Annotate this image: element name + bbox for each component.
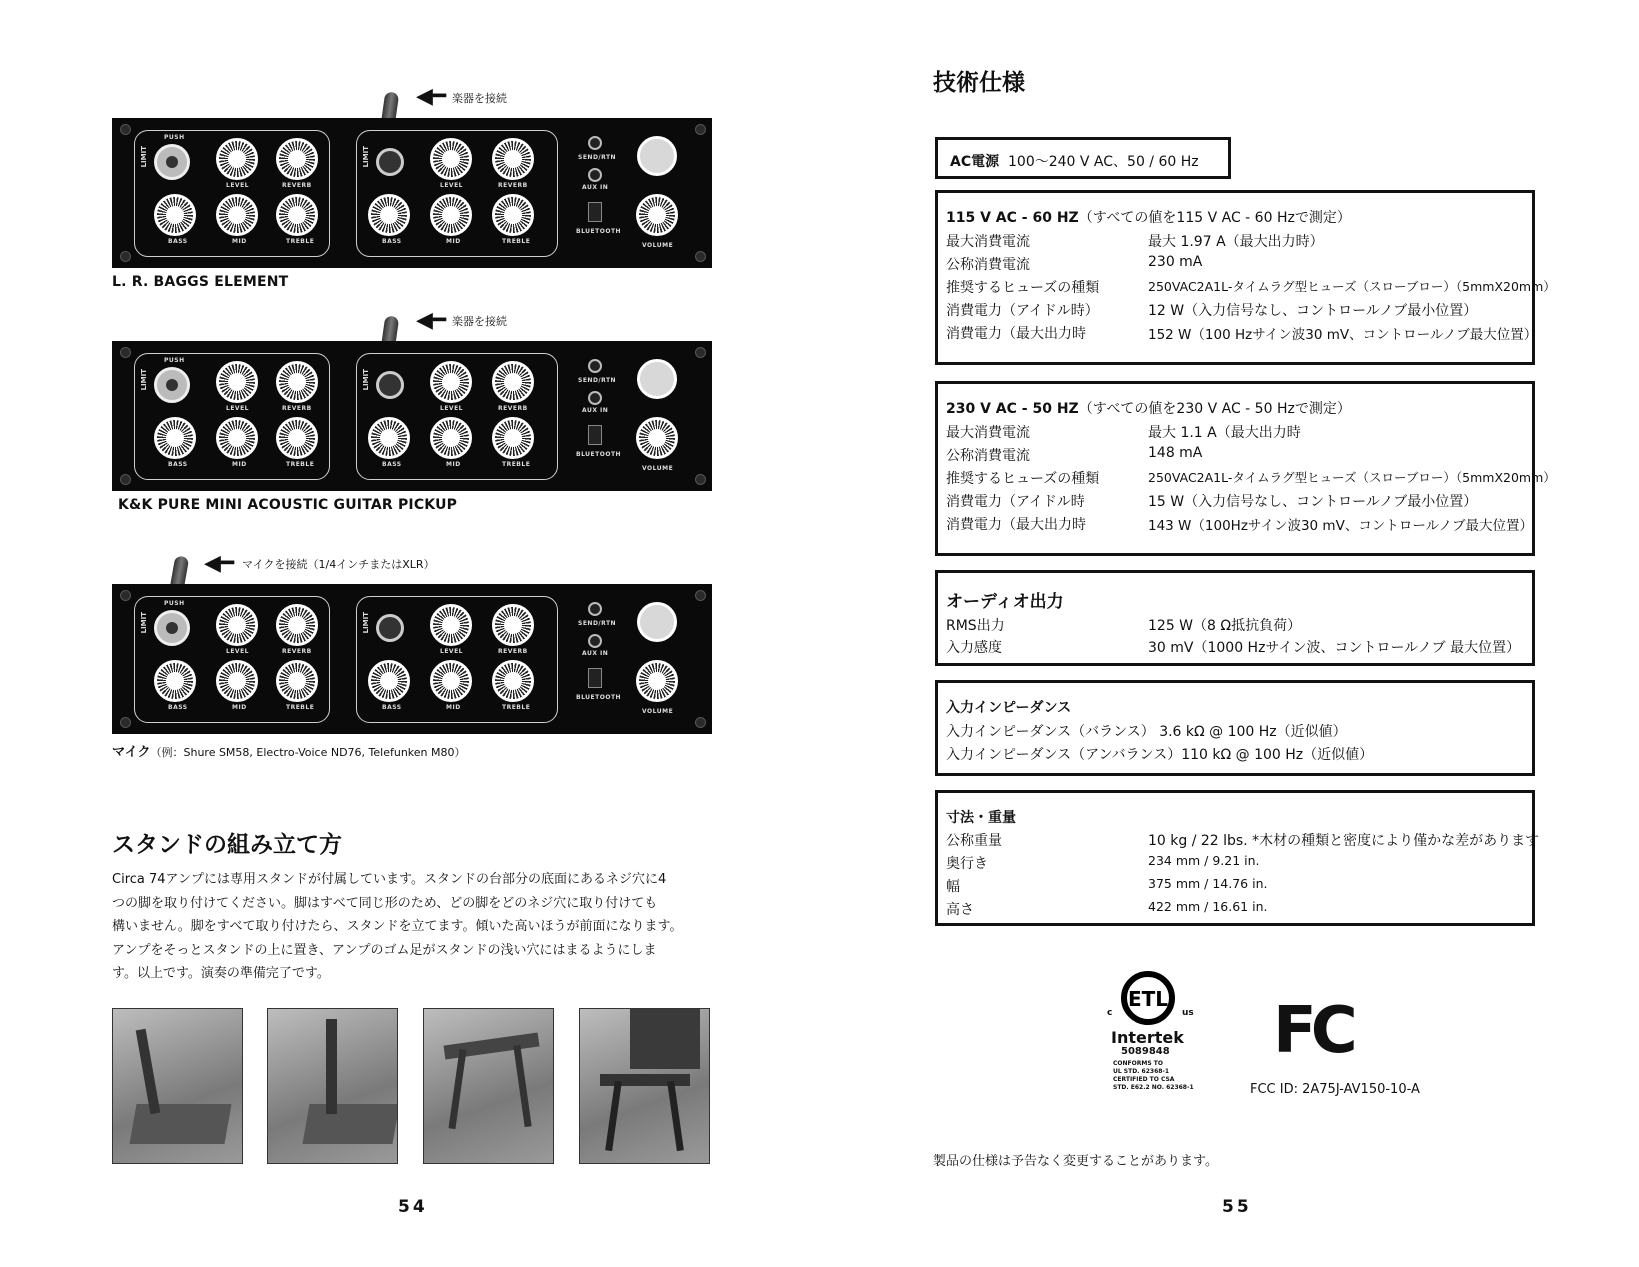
mid-label-2: MID [446, 704, 461, 711]
spec-value: 125 W（8 Ω抵抗負荷） [1148, 618, 1302, 634]
mid-knob-2[interactable] [430, 194, 472, 236]
send-label: SEND/RTN [578, 377, 617, 384]
impedance-title: 入力インピーダンス [946, 700, 1072, 716]
spec-key: 公称消費電流 [946, 448, 1030, 464]
dimensions-box [935, 790, 1540, 926]
mid-knob[interactable] [216, 194, 258, 236]
send-label: SEND/RTN [578, 154, 617, 161]
etl-line: CONFORMS TO [1113, 1060, 1163, 1067]
impedance-row: 入力インピーダンス（アンバランス）110 kΩ @ 100 Hz（近似値） [946, 747, 1374, 763]
spec-key: 公称重量 [946, 833, 1002, 849]
etl-line: UL STD. 62368-1 [1113, 1068, 1170, 1075]
limit-label: LIMIT [140, 146, 148, 168]
level-knob-2[interactable] [430, 361, 472, 403]
ac-label: AC電源 [950, 154, 1000, 170]
panel1-callout: 楽器を接続 [452, 92, 507, 105]
volume-label: VOLUME [642, 465, 674, 472]
spec-value: 250VAC2A1L-タイムラグ型ヒューズ（スローブロー）（5mmX20mm） [1148, 279, 1556, 294]
spec-value: 10 kg / 22 lbs. *木材の種類と密度により僅かな差があります [1148, 833, 1540, 849]
amp-panel-3 [112, 584, 712, 734]
push-label: PUSH [164, 134, 185, 141]
level-knob-2[interactable] [430, 604, 472, 646]
amp-panel-1 [112, 118, 712, 268]
treble-label-2: TREBLE [502, 238, 531, 245]
bass-label: BASS [168, 461, 188, 468]
treble-knob[interactable] [276, 417, 318, 459]
quarter-inch-jack[interactable] [376, 614, 404, 642]
spec-key: 最大消費電流 [946, 234, 1030, 250]
bass-knob-2[interactable] [368, 660, 410, 702]
treble-label: TREBLE [286, 704, 315, 711]
spec-value: 最大 1.1 A（最大出力時 [1148, 425, 1301, 441]
panel3-caption [112, 741, 466, 760]
bluetooth-label: BLUETOOTH [576, 694, 622, 701]
svg-text:ETL: ETL [1127, 987, 1169, 1011]
stand-photo-2 [267, 1008, 398, 1164]
bass-label: BASS [168, 704, 188, 711]
panel3-caption-bold: マイク [112, 745, 151, 760]
level-knob-2[interactable] [430, 138, 472, 180]
arrow-left-icon: ◀━ [416, 308, 447, 333]
xlr-combo-jack[interactable] [154, 367, 190, 403]
bass-knob[interactable] [154, 417, 196, 459]
spec-key: 推奨するヒューズの種類 [946, 280, 1100, 296]
spec-key: 公称消費電流 [946, 257, 1030, 273]
mid-label: MID [232, 238, 247, 245]
etl-logo-icon [1113, 970, 1183, 1030]
bluetooth-button[interactable] [588, 425, 602, 445]
xlr-combo-jack[interactable] [154, 610, 190, 646]
send-return-jack[interactable] [588, 602, 602, 616]
bass-label-2: BASS [382, 704, 402, 711]
treble-label: TREBLE [286, 461, 315, 468]
spec115-head-note: （すべての値を115 V AC - 60 Hzで測定） [1078, 210, 1351, 226]
reverb-label: REVERB [282, 405, 312, 412]
stand-title: スタンドの組み立て方 [112, 832, 342, 858]
volume-knob[interactable] [636, 660, 678, 702]
stand-photo-3 [423, 1008, 554, 1164]
reverb-label-2: REVERB [498, 648, 528, 655]
mid-knob-2[interactable] [430, 660, 472, 702]
power-lamp [637, 136, 677, 176]
audio-title: オーディオ出力 [946, 592, 1064, 612]
quarter-inch-jack[interactable] [376, 371, 404, 399]
fcc-id: FCC ID: 2A75J-AV150-10-A [1250, 1082, 1420, 1097]
treble-knob-2[interactable] [492, 417, 534, 459]
spec-value: 12 W（入力信号なし、コントロールノブ最小位置） [1148, 303, 1478, 319]
panel3-callout: マイクを接続（1/4インチまたはXLR） [242, 558, 435, 571]
reverb-knob[interactable] [276, 604, 318, 646]
spec-value: 250VAC2A1L-タイムラグ型ヒューズ（スローブロー）（5mmX20mm） [1148, 470, 1556, 485]
spec-value: 30 mV（1000 Hzサイン波、コントロールノブ 最大位置） [1148, 640, 1521, 656]
aux-in-jack[interactable] [588, 391, 602, 405]
panel3-caption-rest: （例：Shure SM58, Electro-Voice ND76, Telefunken M80） [150, 746, 466, 759]
bluetooth-button[interactable] [588, 202, 602, 222]
treble-knob-2[interactable] [492, 660, 534, 702]
power-lamp [637, 602, 677, 642]
send-label: SEND/RTN [578, 620, 617, 627]
spec-value: 375 mm / 14.76 in. [1148, 876, 1268, 891]
spec-115v-box [935, 190, 1556, 365]
mid-knob[interactable] [216, 660, 258, 702]
bass-knob-2[interactable] [368, 194, 410, 236]
etl-us: us [1182, 1008, 1194, 1018]
spec-change-note: 製品の仕様は予告なく変更することがあります。 [933, 1154, 1218, 1169]
spec-value: 230 mA [1148, 254, 1203, 270]
bass-knob[interactable] [154, 194, 196, 236]
aux-label: AUX IN [582, 650, 609, 657]
treble-label: TREBLE [286, 238, 315, 245]
panel1-caption: L. R. BAGGS ELEMENT [112, 274, 289, 290]
fcc-logo: FC [1273, 994, 1352, 1068]
spec-title: 技術仕様 [933, 70, 1025, 96]
aux-label: AUX IN [582, 407, 609, 414]
spec-value: 148 mA [1148, 445, 1203, 461]
etl-c: c [1107, 1008, 1113, 1018]
audio-output-box [935, 570, 1535, 666]
power-lamp [637, 359, 677, 399]
limit-label-2: LIMIT [362, 369, 370, 391]
level-label: LEVEL [226, 648, 249, 655]
reverb-knob-2[interactable] [492, 361, 534, 403]
level-label-2: LEVEL [440, 182, 463, 189]
reverb-knob-2[interactable] [492, 138, 534, 180]
page-number-left: 54 [398, 1197, 428, 1217]
bluetooth-button[interactable] [588, 668, 602, 688]
reverb-label-2: REVERB [498, 405, 528, 412]
bass-knob-2[interactable] [368, 417, 410, 459]
send-return-jack[interactable] [588, 359, 602, 373]
arrow-left-icon: ◀━ [416, 84, 447, 109]
stand-photo-4 [579, 1008, 710, 1164]
page-number-right: 55 [1222, 1197, 1252, 1217]
reverb-label: REVERB [282, 648, 312, 655]
treble-label-2: TREBLE [502, 461, 531, 468]
spec-value: 234 mm / 9.21 in. [1148, 853, 1260, 868]
level-knob[interactable] [216, 604, 258, 646]
quarter-inch-jack[interactable] [376, 148, 404, 176]
level-label: LEVEL [226, 182, 249, 189]
panel2-callout: 楽器を接続 [452, 315, 507, 328]
spec-key: 高さ [946, 902, 974, 918]
spec-key: RMS出力 [946, 618, 1005, 634]
spec-key: 消費電力（最大出力時 [946, 326, 1086, 342]
stand-body [112, 868, 712, 986]
bass-label-2: BASS [382, 461, 402, 468]
bass-label-2: BASS [382, 238, 402, 245]
volume-label: VOLUME [642, 242, 674, 249]
aux-in-jack[interactable] [588, 168, 602, 182]
aux-in-jack[interactable] [588, 634, 602, 648]
spec-key: 入力感度 [946, 640, 1002, 656]
stand-body-line: Circa 74アンプには専用スタンドが付属しています。スタンドの台部分の底面にあるネジ穴に4 [112, 872, 667, 887]
stand-photo-1 [112, 1008, 243, 1164]
bass-label: BASS [168, 238, 188, 245]
spec-230v-box [935, 381, 1556, 556]
mid-knob[interactable] [216, 417, 258, 459]
reverb-label-2: REVERB [498, 182, 528, 189]
spec-key: 推奨するヒューズの種類 [946, 471, 1100, 487]
mid-label-2: MID [446, 461, 461, 468]
reverb-label: REVERB [282, 182, 312, 189]
level-label-2: LEVEL [440, 648, 463, 655]
bluetooth-label: BLUETOOTH [576, 228, 622, 235]
spec230-head-note: （すべての値を230 V AC - 50 Hzで測定） [1078, 401, 1351, 417]
impedance-box [935, 680, 1535, 776]
bass-knob[interactable] [154, 660, 196, 702]
stand-body-line: アンプをそっとスタンドの上に置き、アンプのゴム足がスタンドの浅い穴にはまるようにしま [112, 942, 657, 958]
spec230-head: 230 V AC - 50 HZ [946, 401, 1079, 417]
spec-key: 最大消費電流 [946, 425, 1030, 441]
level-knob[interactable] [216, 138, 258, 180]
treble-knob-2[interactable] [492, 194, 534, 236]
volume-knob[interactable] [636, 417, 678, 459]
spec-key: 消費電力（最大出力時 [946, 517, 1086, 533]
spec-value: 15 W（入力信号なし、コントロールノブ最小位置） [1148, 494, 1478, 510]
arrow-left-icon: ◀━ [204, 551, 235, 576]
push-label: PUSH [164, 600, 185, 607]
mid-knob-2[interactable] [430, 417, 472, 459]
ac-value: 100〜240 V AC、50 / 60 Hz [1008, 154, 1199, 170]
limit-label-2: LIMIT [362, 146, 370, 168]
push-label: PUSH [164, 357, 185, 364]
send-return-jack[interactable] [588, 136, 602, 150]
spec-key: 奥行き [946, 856, 988, 872]
stand-body-line: す。以上です。演奏の準備完了です。 [112, 966, 330, 982]
xlr-combo-jack[interactable] [154, 144, 190, 180]
etl-line: STD. E62.2 NO. 62368-1 [1113, 1084, 1194, 1091]
spec115-head: 115 V AC - 60 HZ [946, 210, 1079, 226]
reverb-knob-2[interactable] [492, 604, 534, 646]
level-knob[interactable] [216, 361, 258, 403]
limit-label: LIMIT [140, 369, 148, 391]
aux-label: AUX IN [582, 184, 609, 191]
amp-panel-2 [112, 341, 712, 491]
etl-listed-mark [1095, 970, 1205, 1100]
reverb-knob[interactable] [276, 361, 318, 403]
treble-knob[interactable] [276, 660, 318, 702]
ac-power-box [935, 137, 1231, 179]
level-label-2: LEVEL [440, 405, 463, 412]
spec-value: 152 W（100 Hzサイン波30 mV、コントロールノブ最大位置） [1148, 327, 1538, 343]
etl-line: CERTIFIED TO CSA [1113, 1076, 1175, 1083]
level-label: LEVEL [226, 405, 249, 412]
spec-key: 消費電力（アイドル時） [946, 303, 1099, 319]
etl-number: 5089848 [1121, 1046, 1170, 1057]
panel2-caption: K&K PURE MINI ACOUSTIC GUITAR PICKUP [118, 497, 458, 513]
mid-label-2: MID [446, 238, 461, 245]
stand-body-line: つの脚を取り付けてください。脚はすべて同じ形のため、どの脚をどのネジ穴に取り付けても [112, 895, 658, 911]
spec-value: 422 mm / 16.61 in. [1148, 899, 1268, 914]
bluetooth-label: BLUETOOTH [576, 451, 622, 458]
impedance-row: 入力インピーダンス（バランス） 3.6 kΩ @ 100 Hz（近似値） [946, 724, 1347, 740]
spec-value: 最大 1.97 A（最大出力時） [1148, 234, 1324, 250]
limit-label: LIMIT [140, 612, 148, 634]
spec-key: 幅 [946, 879, 960, 895]
mid-label: MID [232, 704, 247, 711]
treble-knob[interactable] [276, 194, 318, 236]
mid-label: MID [232, 461, 247, 468]
volume-knob[interactable] [636, 194, 678, 236]
limit-label-2: LIMIT [362, 612, 370, 634]
volume-label: VOLUME [642, 708, 674, 715]
spec-key: 消費電力（アイドル時 [946, 494, 1085, 510]
etl-brand: Intertek [1111, 1028, 1184, 1047]
spec-value: 143 W（100Hzサイン波30 mV、コントロールノブ最大位置） [1148, 518, 1534, 534]
dims-title: 寸法・重量 [946, 810, 1016, 826]
stand-body-line: 構いません。脚をすべて取り付けたら、スタンドを立てます。傾いた高いほうが前面になります。 [112, 919, 683, 935]
treble-label-2: TREBLE [502, 704, 531, 711]
reverb-knob[interactable] [276, 138, 318, 180]
